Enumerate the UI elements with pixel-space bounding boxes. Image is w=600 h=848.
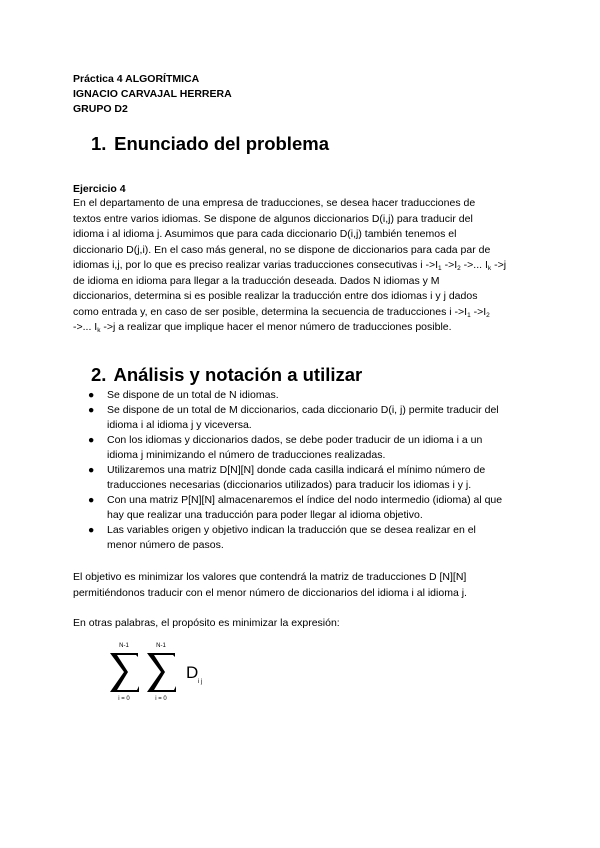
bullet-icon: ● — [88, 434, 95, 446]
formula-subscript: i j — [198, 679, 203, 685]
statement-line: ->... $I_k$ ->j a realizar que implique hacer el menor número de traducciones posible. — [73, 321, 452, 334]
expression-intro: En otras palabras, el propósito es minimizar la expresión: — [73, 617, 340, 629]
exercise-statement — [73, 196, 533, 336]
statement-line: idiomas i,j, por lo que es preciso realizar varias traducciones consecutivas i $->I_1$ $->I_2$ ->... $I_k$ ->j — [73, 259, 507, 272]
summation-formula — [108, 640, 218, 700]
document-header — [73, 72, 232, 117]
section-1-title: Enunciado del problema — [114, 133, 329, 154]
section-2-number: 2. — [91, 364, 107, 385]
bullet-icon: ● — [88, 524, 95, 536]
list-item: ● Se dispone de un total de M diccionarios, cada diccionario D(i, j) permite traducir del idioma i al idioma j y viceversa. — [88, 404, 499, 431]
list-item: ● Con una matriz P[N][N] almacenaremos el índice del nodo intermedio (idioma) al que hay que realizar una traducción para poder llegar al idioma objetivo. — [88, 494, 503, 521]
bullet-icon: ● — [88, 494, 95, 506]
notation-list — [88, 388, 538, 553]
bullet-icon: ● — [88, 389, 95, 401]
section-2-heading — [91, 364, 362, 386]
statement-line: diccionarios, determina si es posible realizar la traducción entre dos idiomas i y j dados — [73, 290, 478, 302]
sum-lower-limit: i = 0 — [118, 696, 130, 700]
header-course: Práctica 4 ALGORÍTMICA — [73, 73, 200, 85]
statement-line: diccionario D(j,i). En el caso más general, no se dispone de diccionarios para cada par de — [73, 243, 491, 256]
list-item: ● Las variables origen y objetivo indican la traducción que se desea realizar en el menor número de pasos. — [88, 524, 476, 551]
statement-line: como entrada y, en caso de ser posible, determina la secuencia de traducciones i $->I_1$ $->I_2$ — [73, 305, 490, 319]
bullet-icon: ● — [88, 404, 95, 416]
list-item: ● Se dispone de un total de N idiomas. — [88, 389, 279, 401]
statement-line: idioma i al idioma j. Asumimos que para cada diccionario D(i,j) también tenemos el — [73, 228, 457, 240]
formula-symbol: D — [186, 663, 199, 682]
bullet-icon: ● — [88, 464, 95, 476]
list-item: ● Con los idiomas y diccionarios dados, se debe poder traducir de un idioma i a un idioma j minimizando el número de traducciones realizadas. — [88, 434, 483, 461]
section-1-heading — [91, 133, 329, 155]
exercise-title: Ejercicio 4 — [73, 183, 126, 195]
sum-lower-limit: j = 0 — [155, 696, 167, 700]
statement-line: textos entre varios idiomas. Se dispone de algunos diccionarios D(i,j) para traducir del — [73, 212, 473, 225]
statement-line: En el departamento de una empresa de traducciones, se desea hacer traducciones de — [73, 197, 476, 209]
section-2-title: Análisis y notación a utilizar — [113, 364, 363, 385]
objective-paragraph: El objetivo es minimizar los valores que contendrá la matriz de traducciones D [N][N] permitiéndonos traducir con el menor número de diccionarios del idioma i al idioma j. — [73, 571, 467, 599]
section-1-number: 1. — [91, 133, 107, 154]
header-group: GRUPO D2 — [73, 103, 128, 115]
sigma-icon — [110, 653, 139, 692]
statement-line: de idioma en idioma para llegar a la traducción deseada. Dados N idiomas y M — [73, 274, 440, 287]
sum-upper-limit: N-1 — [156, 643, 166, 649]
list-item: ● Utilizaremos una matriz D[N][N] donde cada casilla indicará el mínimo número de traducciones necesarias (diccionarios utilizados) para traducir los idiomas i y j. — [88, 464, 486, 491]
sigma-icon — [147, 653, 176, 692]
sum-upper-limit: N-1 — [119, 643, 129, 649]
header-author: IGNACIO CARVAJAL HERRERA — [73, 88, 232, 100]
